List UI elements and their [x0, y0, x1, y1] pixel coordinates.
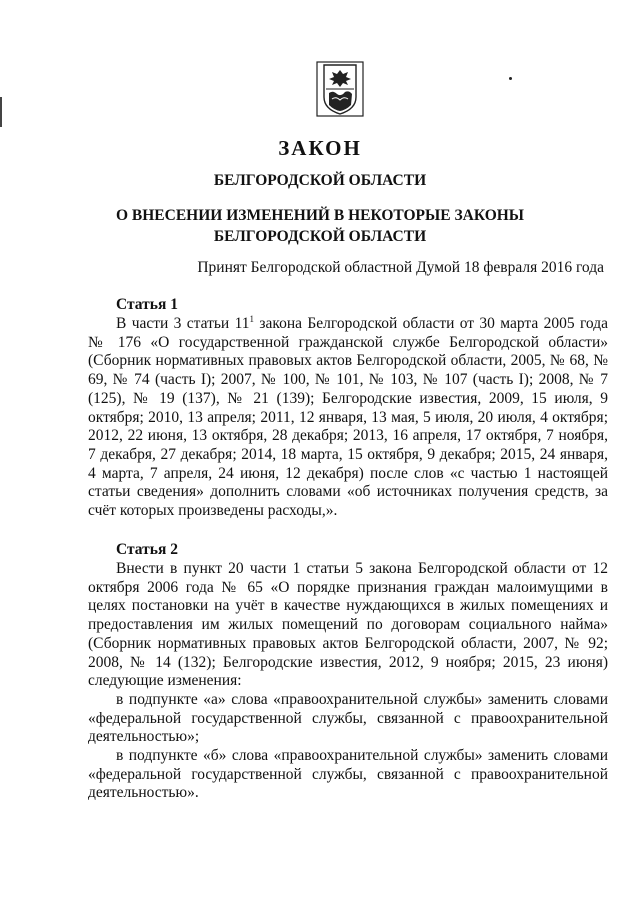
- article-2-text: [88, 560, 608, 803]
- coat-of-arms-icon: [316, 61, 364, 117]
- article-2: [88, 541, 608, 803]
- law-title: ЗАКОН: [278, 136, 362, 160]
- article-2-paragraph-2: в подпункте «а» слова «правоохранительной службы» заменить словами «федеральной государственной службы, связанной с правоохранительной деятельностью»;: [88, 690, 608, 746]
- law-subject-line1: О ВНЕСЕНИИ ИЗМЕНЕНИЙ В НЕКОТОРЫЕ ЗАКОНЫ: [115, 207, 525, 224]
- article-2-title: Статья 2: [116, 541, 178, 558]
- article-1-text: [88, 315, 608, 521]
- law-subject-line2: БЕЛГОРОДСКОЙ ОБЛАСТИ: [213, 228, 427, 245]
- article-2-paragraph-3: в подпункте «б» слова «правоохранительной службы» заменить словами «федеральной государственной службы, связанной с правоохранительной деятельностью».: [88, 747, 608, 802]
- scan-margin-mark: [0, 97, 2, 127]
- article-1-superscript: 1: [249, 313, 255, 324]
- scan-speck: [509, 77, 512, 80]
- article-1-title: Статья 1: [116, 296, 178, 313]
- article-1-intro: В части 3 статьи 11: [116, 315, 250, 332]
- article-1-body: закона Белгородской области от 30 марта 2005 года № 176 «О государственной гражданской службе Белгородской области» (Сборник нормативных правовых актов Белгородской области, 2005, № 68, № 69, № 74 (часть I); 2007, № 100, № 101, № 103, № 107 (часть I); 2008, № 7 (125), № 19 (137), № 21 (139); Белгородские известия, 2009, 15 июля, 9 октября; 2010, 13 апреля; 2011, 12 января, 13 мая, 5 июля, 20 июля, 4 октября; 2012, 22 июня, 13 октября, 28 декабря; 2013, 16 апреля, 17 октября, 7 ноября, 7 декабря, 27 декабря; 2014, 18 марта, 15 октября, 9 декабря; 2015, 24 января, 4 марта, 7 апреля, 24 июня, 12 декабря) после слов «с частью 1 настоящей статьи сведения» дополнить словами «об источниках получения средств, за счёт которых произведены расходы,».: [88, 315, 608, 520]
- region-name: БЕЛГОРОДСКОЙ ОБЛАСТИ: [213, 172, 427, 189]
- law-subject: [0, 205, 640, 247]
- article-1: [88, 296, 608, 521]
- adoption-note: Принят Белгородской областной Думой 18 февраля 2016 года: [197, 259, 604, 276]
- article-2-paragraph-1: Внести в пункт 20 части 1 статьи 5 закона Белгородской области от 12 октября 2006 года № 65 «О порядке признания граждан малоимущими в целях постановки на учёт в качестве нуждающихся в жилых помещениях и предоставления им жилых помещений по договорам социального найма» (Сборник нормативных правовых актов Белгородской области, 2007, № 92; 2008, № 14 (132); Белгородские известия, 2012, 9 ноября; 2015, 23 июня) следующие изменения:: [88, 560, 608, 690]
